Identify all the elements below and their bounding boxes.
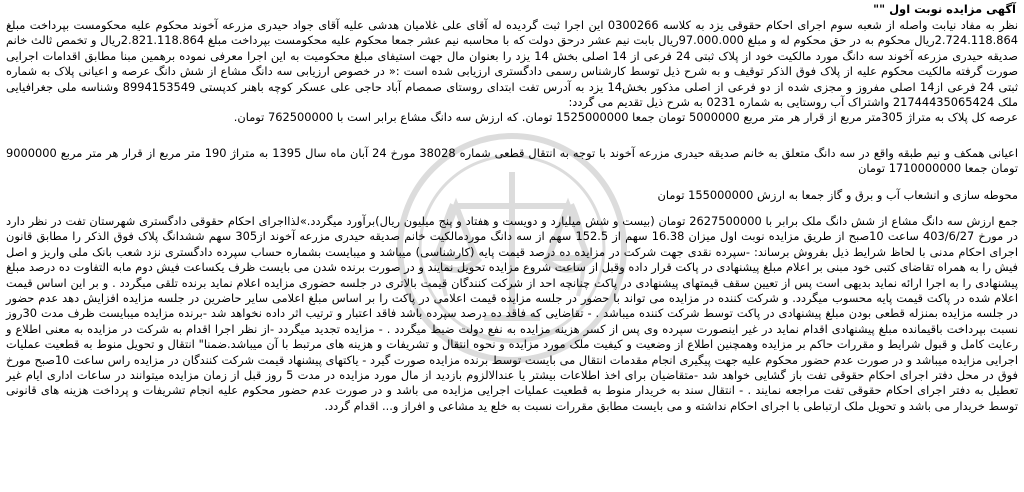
notice-paragraph-auction-terms: جمع ارزش سه دانگ مشاع از شش دانگ ملک برابر با 2627500000 تومان (بیست و شش میلیارد و دویست و هفتاد و پنج میلیون ریال)برآورد میگردد.»لذااجرای احکام حقوقی دادگستری شهرستان تفت در نظر دارد در مورخ 403/6/27 ساعت 10صبح از طریق مزایده نوبت اول میزان 16.38 سهم از 152.5 سهم از سه دانگ موردمالکیت خانم صدیقه حیدری مزرعه آخوند از305 سهم ششدانگ پلاک فوق الذکر را مطابق قانون اجرای احکام مدنی با لحاظ شرایط ذیل بفروش برساند: -سپرده نقدی جهت شرکت در مزایده ده درصد قیمت پایه (کارشناسی) میباشد و میبایست بشماره حساب سپرده دادگستری نزد شعب بانک ملی واریز و اصل فیش را به همراه تقاضای کتبی خود مبنی بر اعلام مبلغ پیشنهادی در پاکت قرار داده وقبل از ساعت شروع مزایده تحویل نمایند و در صورت برنده شدن می بایست ظرف یکساعت فیش دوم مابه التفاوت ده درصد مبلغ پیشنهادی را به اجرا ارائه نماید بدیهی است پس از تعیین سقف قیمتهای پیشنهادی در پاکت چنانچه احد از شرکت کنندگان قیمت بالاتری در جلسه حضوری مزایده اعلام نماید برنده تلقی میگردد . و بر این اساس قیمت اعلام شده در پاکت قیمت پایه محسوب میگردد. و شرکت کننده در مزایده می تواند با حضور در جلسه مزایده قیمت اعلامی در پاکت را بر اساس مبلغ اعلامی سایر حاضرین در جلسه مزایده افزایش دهد عدم حضور در جلسه مزایده بمنزله قطعی بودن مبلغ پیشنهادی در پاکت توسط شرکت کننده میباشد . - تقاضایی که فاقد ده درصد سپرده باشد فاقد اعتبار و ترتیب اثر داده نخواهد شد -برنده مزایده میبایست ظرف مدت 30روز نسبت بپرداخت باقیمانده مبلغ پیشنهادی اقدام نماید در غیر اینصورت سپرده وی پس از کسر هزینه مزایده به نفع دولت ضبط میگردد . - مزایده تجدید میگردد -از نظر اجرا اقدام به شرکت در مزایده به معنی اطلاع و رعایت کامل و قبول شرایط و مقررات حاکم بر مزایده وهمچنین اطلاع از وضعیت و کیفیت ملک مورد مزایده و نحوه انتقال و تشریفات و هزینه های مرتبط با آن میباشد.ضمنا" انتقال و تحویل منوط به قطعیت عملیات اجرایی مزایده میباشد و در صورت عدم حضور محکوم علیه جهت پیگیری انجام مقدمات انتقال می بایست توسط برنده مزایده صورت گیرد - یاکتهای پیشنهاد قیمت شرکت کنندگان در مزایده راس ساعت 10صبح مورخ فوق در محل دفتر اجرای احکام حقوقی تفت باز گشایی خواهد شد -متقاضیان برای اخذ اطلاعات بیشتر یا عندالالزوم بازدید از مال مورد مزایده در مدت 5 روز قبل از زمان مزایده میتوانند در ساعات اداری ایام غیر تعطیل به دفتر اجرای احکام حقوقی تفت مراجعه نمایند . - انتقال سند به خریدار منوط به قطعیت عملیات اجرایی مزایده می باشد و در صورت عدم حضور محکوم علیه انجام تشریفات و پرداخت هزینه های قانونی توسط خریدار می باشد و تحویل ملک ارتباطی با اجرای احکام نداشته و می بایست مطابق مقررات نسبت به خلع ید مشاعی و افراز و... اقدام گردد. xyxy=(6,214,1018,413)
notice-paragraph-intro: نظر به مفاد نیابت واصله از شعبه سوم اجرای احکام حقوقی یزد به کلاسه 0300266 این اجرا ثبت گردیده له آقای علی غلامیان هدشی علیه آقای جواد حیدری مزرعه آخوند محکوم علیه محکومست بپرداخت مبلغ 2.724.118.864ریال محکوم به در حق محکوم له و مبلغ 97.000.000ریال بابت نیم عشر درحق دولت که با محاسبه نیم عشر جمعا محکوم علیه محکومست بپرداخت مبلغ 2.821.118.864ریال و تخمص ثالث خانم صدیقه حیدری مزرعه آخوند سه دانگ مورد مالکیت خود از پلاک ثبتی 24 فرعی از 14 اصلی بخش 14 یزد را بعنوان مال جهت استیفای مبلغ محکومیت به این اجرا معرفی نموده برهمین مبنا مطابق اقدامات اجرایی صورت گرفته مالکیت محکوم علیه از پلاک فوق الذکر توقیف و به شرح ذیل توسط کارشناس رسمی دادگستری ارزیابی شده است :« در خصوص ارزیابی سه دانگ مشاع از شش دانگ عرصه و اعیانی پلاک به شماره ثبتی 24 فرعی از14 اصلی مفروز و مجزی شده از دو فرعی از اصلی مذکور بخش14 یزد به آدرس تفت ابتدای روستای صمصام آباد حاجی علی عسکر کوچه باهنر کدپستی 8994153549 وشناسه ملی جغرافیایی ملک 21744435065424 واشتراک آب روستایی به شماره 0231 به شرح ذیل تقدیم می گردد: xyxy=(6,18,1018,110)
notice-paragraph-land-value: عرصه کل پلاک به متراژ 305متر مربع از قرار هر متر مربع 5000000 تومان جمعا 1525000000 تومان. که ارزش سه دانگ مشاع برابر است با 762500000 تومان. xyxy=(233,110,1018,124)
notice-title: آگهی مزایده نوبت اول "" xyxy=(873,2,1016,16)
notice-paragraph-utilities-value: محوطه سازی و انشعاب آب و برق و گاز جمعا به ارزش 155000000 تومان xyxy=(657,188,1018,202)
notice-paragraph-building-value: اعیانی همکف و نیم طبقه واقع در سه دانگ متعلق به خانم صدیقه حیدری مزرعه آخوند با توجه به انتقال قطعی شماره 38028 مورخ 24 آبان ماه سال 1395 به متراژ 190 متر مربع از قرار هر متر مربع 9000000 تومان جمعا 1710000000 تومان xyxy=(6,146,1019,176)
